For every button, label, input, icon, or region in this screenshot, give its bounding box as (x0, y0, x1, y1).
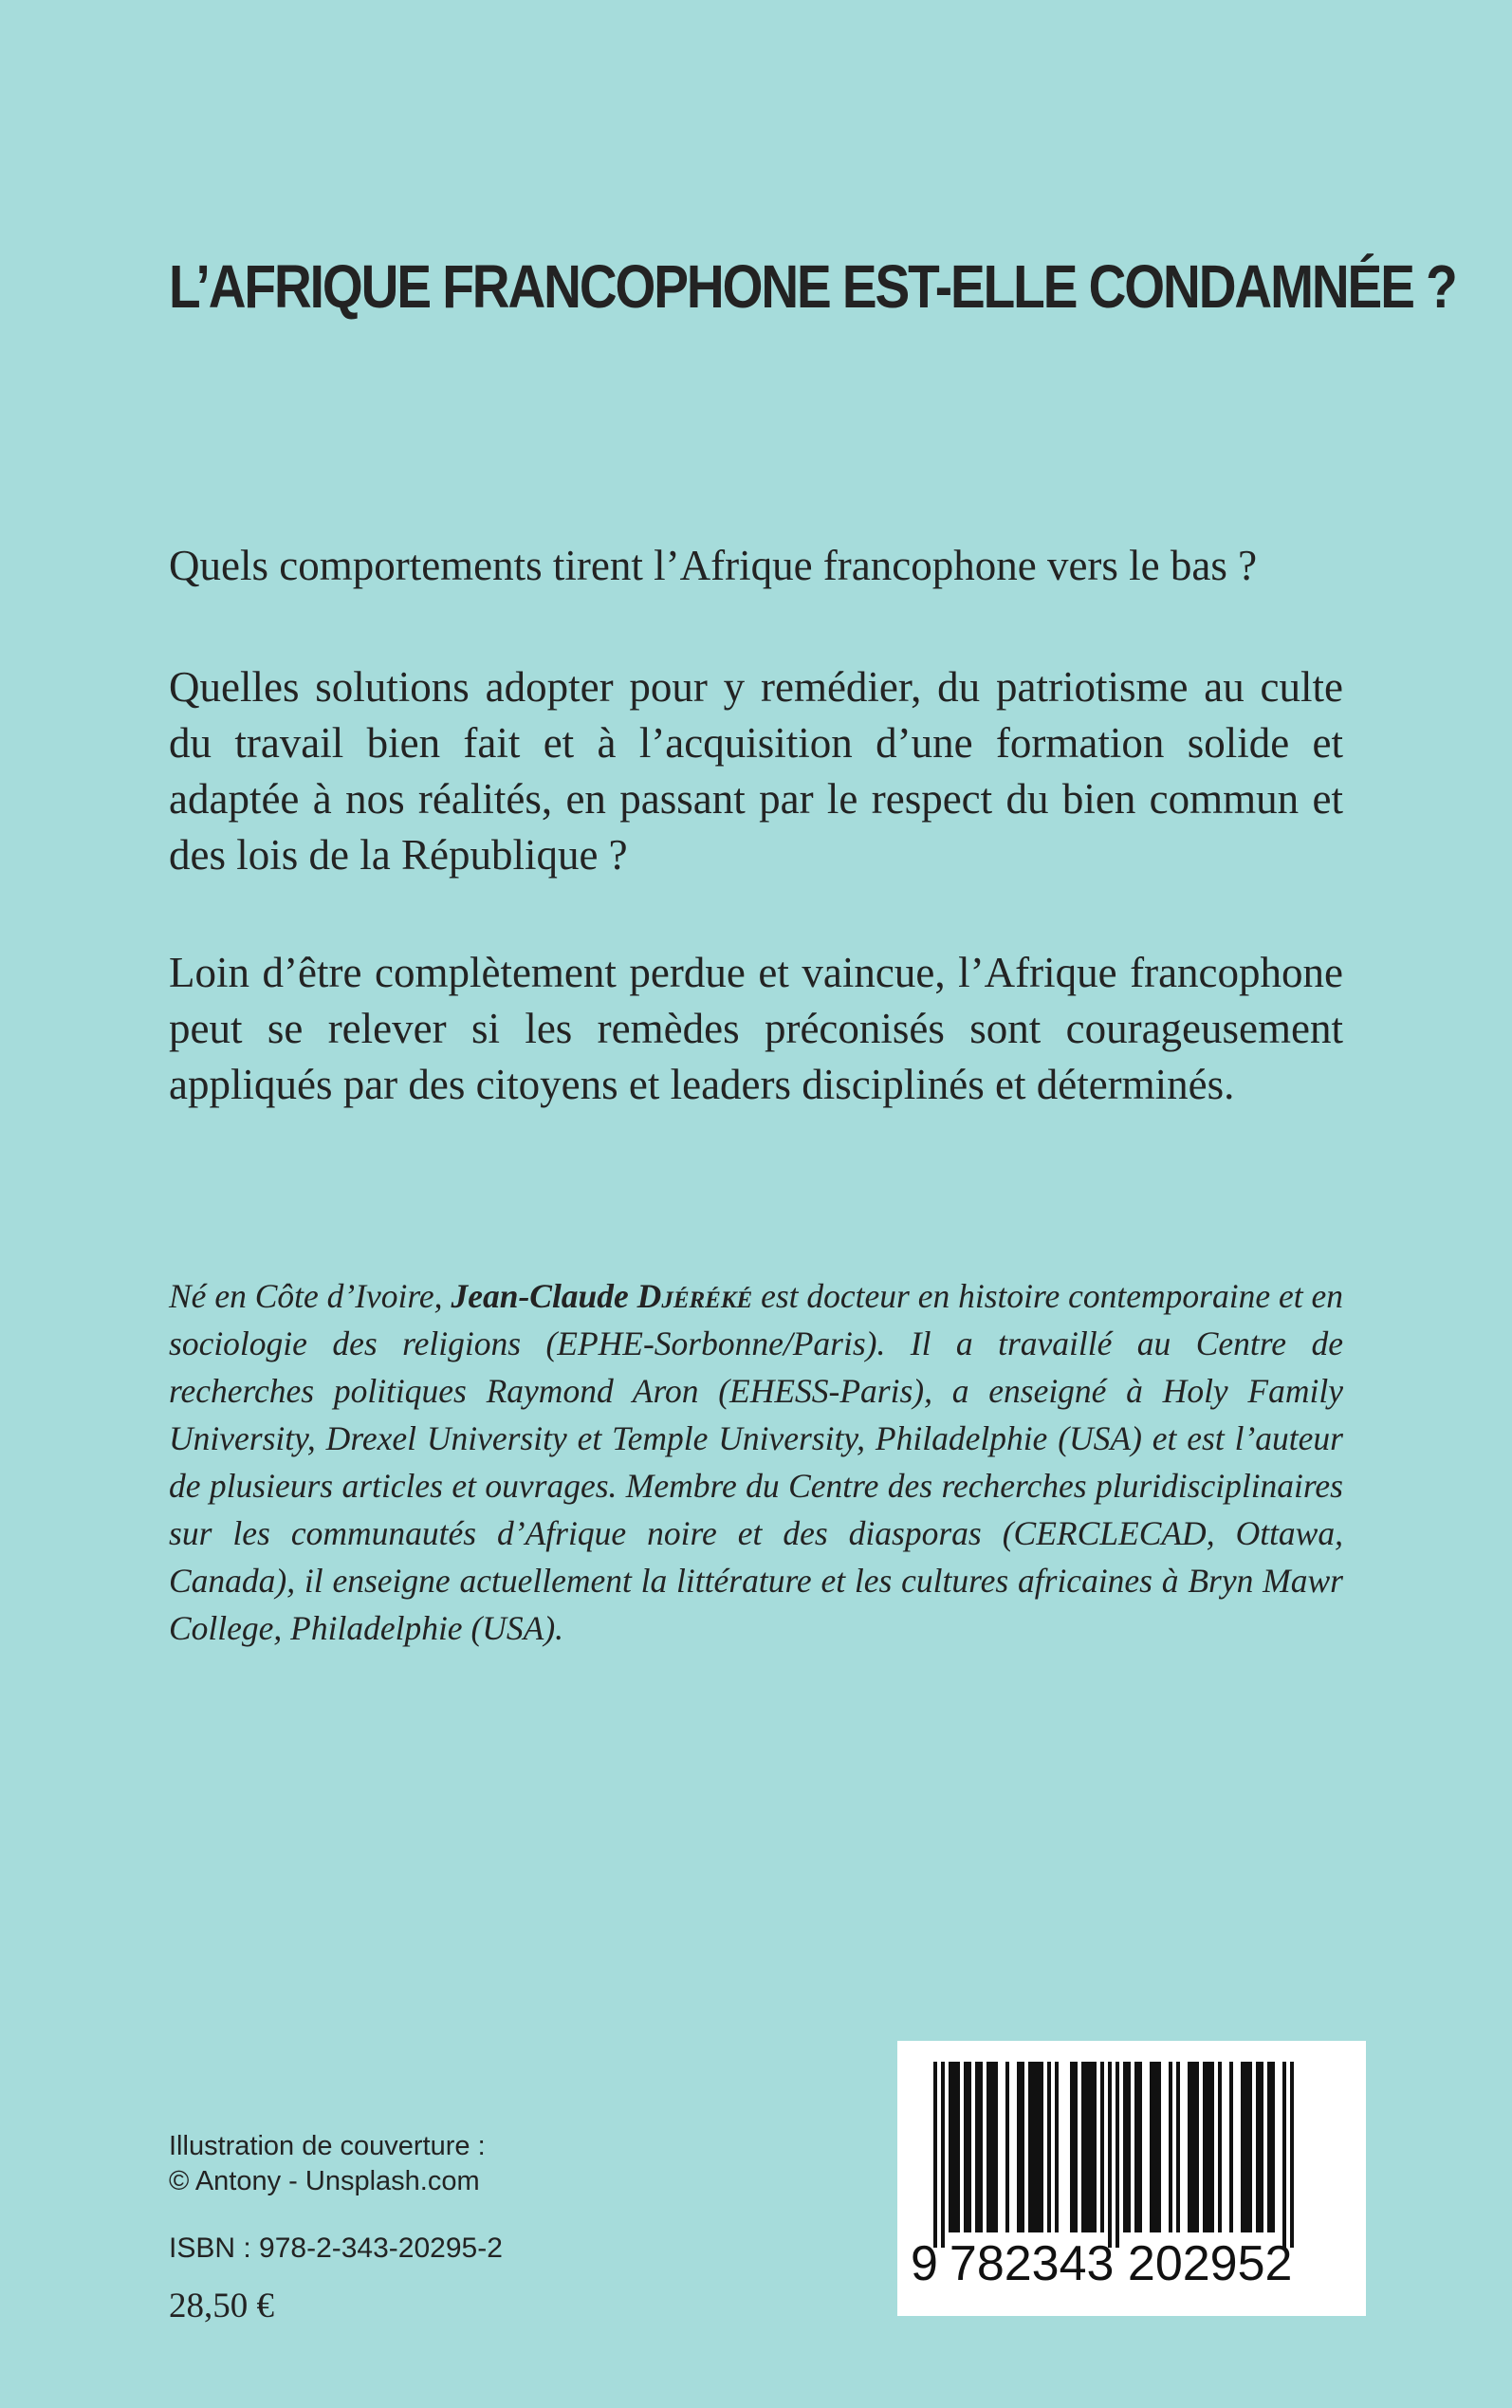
credit-line-1: Illustration de couverture : (169, 2131, 486, 2161)
barcode-bar (1070, 2062, 1074, 2232)
barcode-bar (1089, 2062, 1093, 2232)
barcode-bar (1195, 2062, 1199, 2232)
barcode-bar (949, 2062, 952, 2232)
blurb-paragraph-2: Quelles solutions adopter pour y remédier, du patriotisme au culte du travail bien fait et à l’acquisition d’une formation solide et adaptée à nos réalités, en passant par le respect du bien commun et des lois de la République ? (169, 663, 1343, 879)
price: 28,50 € (169, 2287, 274, 2325)
barcode-bar (1210, 2062, 1214, 2232)
barcode-bar (1153, 2062, 1157, 2232)
barcode-bar (1021, 2062, 1024, 2232)
barcode-bar (1093, 2062, 1097, 2232)
cover-illustration-credit (169, 2129, 486, 2199)
barcode-bar (968, 2062, 971, 2232)
barcode-bar (1040, 2062, 1043, 2232)
barcode-bar (1256, 2062, 1260, 2232)
barcode-bar (1100, 2062, 1104, 2232)
barcode-bar (1290, 2062, 1294, 2248)
barcode-bar (986, 2062, 990, 2232)
barcode-bar (1150, 2062, 1153, 2232)
blurb-paragraph-3: Loin d’être complètement perdue et vaincue, l’Afrique francophone peut se relever si les remèdes préconisés sont courageusement appliqués par des citoyens et leaders disciplinés et déterminés. (169, 949, 1343, 1108)
barcode-right-group: 202952 (1127, 2236, 1293, 2291)
barcode-bar (1169, 2062, 1172, 2232)
barcode-bar (1028, 2062, 1032, 2232)
barcode-bar (990, 2062, 994, 2232)
barcode-bar (1032, 2062, 1036, 2232)
barcode-bar (933, 2062, 937, 2248)
author-name (451, 1277, 752, 1315)
book-title: L’AFRIQUE FRANCOPHONE EST-ELLE CONDAMNÉE ? (169, 252, 1456, 321)
barcode-bar (941, 2062, 945, 2248)
barcode-bar (1036, 2062, 1040, 2232)
barcode (897, 2041, 1366, 2316)
credit-line-2: © Antony - Unsplash.com (169, 2166, 480, 2196)
barcode-bar (979, 2062, 983, 2232)
barcode-bar (1116, 2062, 1119, 2248)
barcode-bar (1245, 2062, 1248, 2232)
barcode-bar (1157, 2062, 1161, 2232)
bio-text: est docteur en histoire contemporaine et en sociologie des religions (EPHE-Sorbonne/Paris). Il a travaillé au Centre de recherches politiques Raymond Aron (EHESS-Paris), a enseigné à Holy Family University, Drexel University et Temple University, Philadelphie (USA) et est l’auteur de plusieurs articles et ouvrages. Membre du Centre des recherches pluridisciplinaires sur les communautés d’Afrique noire et des diasporas (CERCLECAD, Ottawa, Canada), il enseigne actuellement la littérature et les cultures africaines à Bryn Mawr College, Philadelphie (USA). (169, 1277, 1344, 1647)
barcode-bar (1203, 2062, 1207, 2232)
barcode-bar (1005, 2062, 1009, 2232)
barcode-bar (1218, 2062, 1222, 2232)
blurb-paragraph-1: Quels comportements tirent l’Afrique francophone vers le bas ? (169, 542, 1258, 589)
barcode-bar (952, 2062, 956, 2232)
author-name-rest: jéréké (661, 1277, 753, 1315)
barcode-bar (1260, 2062, 1263, 2232)
barcode-bar (1241, 2062, 1245, 2232)
barcode-bar (1123, 2062, 1127, 2232)
barcode-bar (1081, 2062, 1085, 2232)
barcode-bar (1248, 2062, 1252, 2232)
barcode-bar (975, 2062, 979, 2232)
barcode-bar (1282, 2062, 1286, 2248)
barcode-bar (1134, 2062, 1138, 2232)
barcode-bar (1127, 2062, 1131, 2232)
barcode-bar (1074, 2062, 1078, 2232)
isbn: ISBN : 978-2-343-20295-2 (169, 2232, 503, 2264)
author-bio (169, 1272, 1343, 1652)
barcode-bar (1085, 2062, 1089, 2232)
author-name-first: Jean-Claude D (451, 1277, 662, 1315)
barcode-bar (1271, 2062, 1275, 2232)
barcode-bar (1207, 2062, 1210, 2232)
barcode-bar (1138, 2062, 1142, 2232)
barcode-bar (994, 2062, 998, 2232)
barcode-bar (1176, 2062, 1180, 2232)
barcode-bar (1047, 2062, 1051, 2232)
barcode-number (911, 2236, 1292, 2291)
barcode-left-group: 782343 (949, 2236, 1115, 2291)
barcode-bar (1017, 2062, 1021, 2232)
barcode-bar (1229, 2062, 1233, 2232)
barcode-bar (1191, 2062, 1195, 2232)
barcode-bar (1188, 2062, 1191, 2232)
barcode-lead-digit: 9 (911, 2236, 938, 2291)
barcode-bar (956, 2062, 960, 2232)
bio-intro: Né en Côte d’Ivoire, (169, 1277, 443, 1315)
barcode-bar (964, 2062, 968, 2232)
barcode-bar (1108, 2062, 1112, 2248)
barcode-bar (1267, 2062, 1271, 2232)
barcode-bar (1055, 2062, 1059, 2232)
